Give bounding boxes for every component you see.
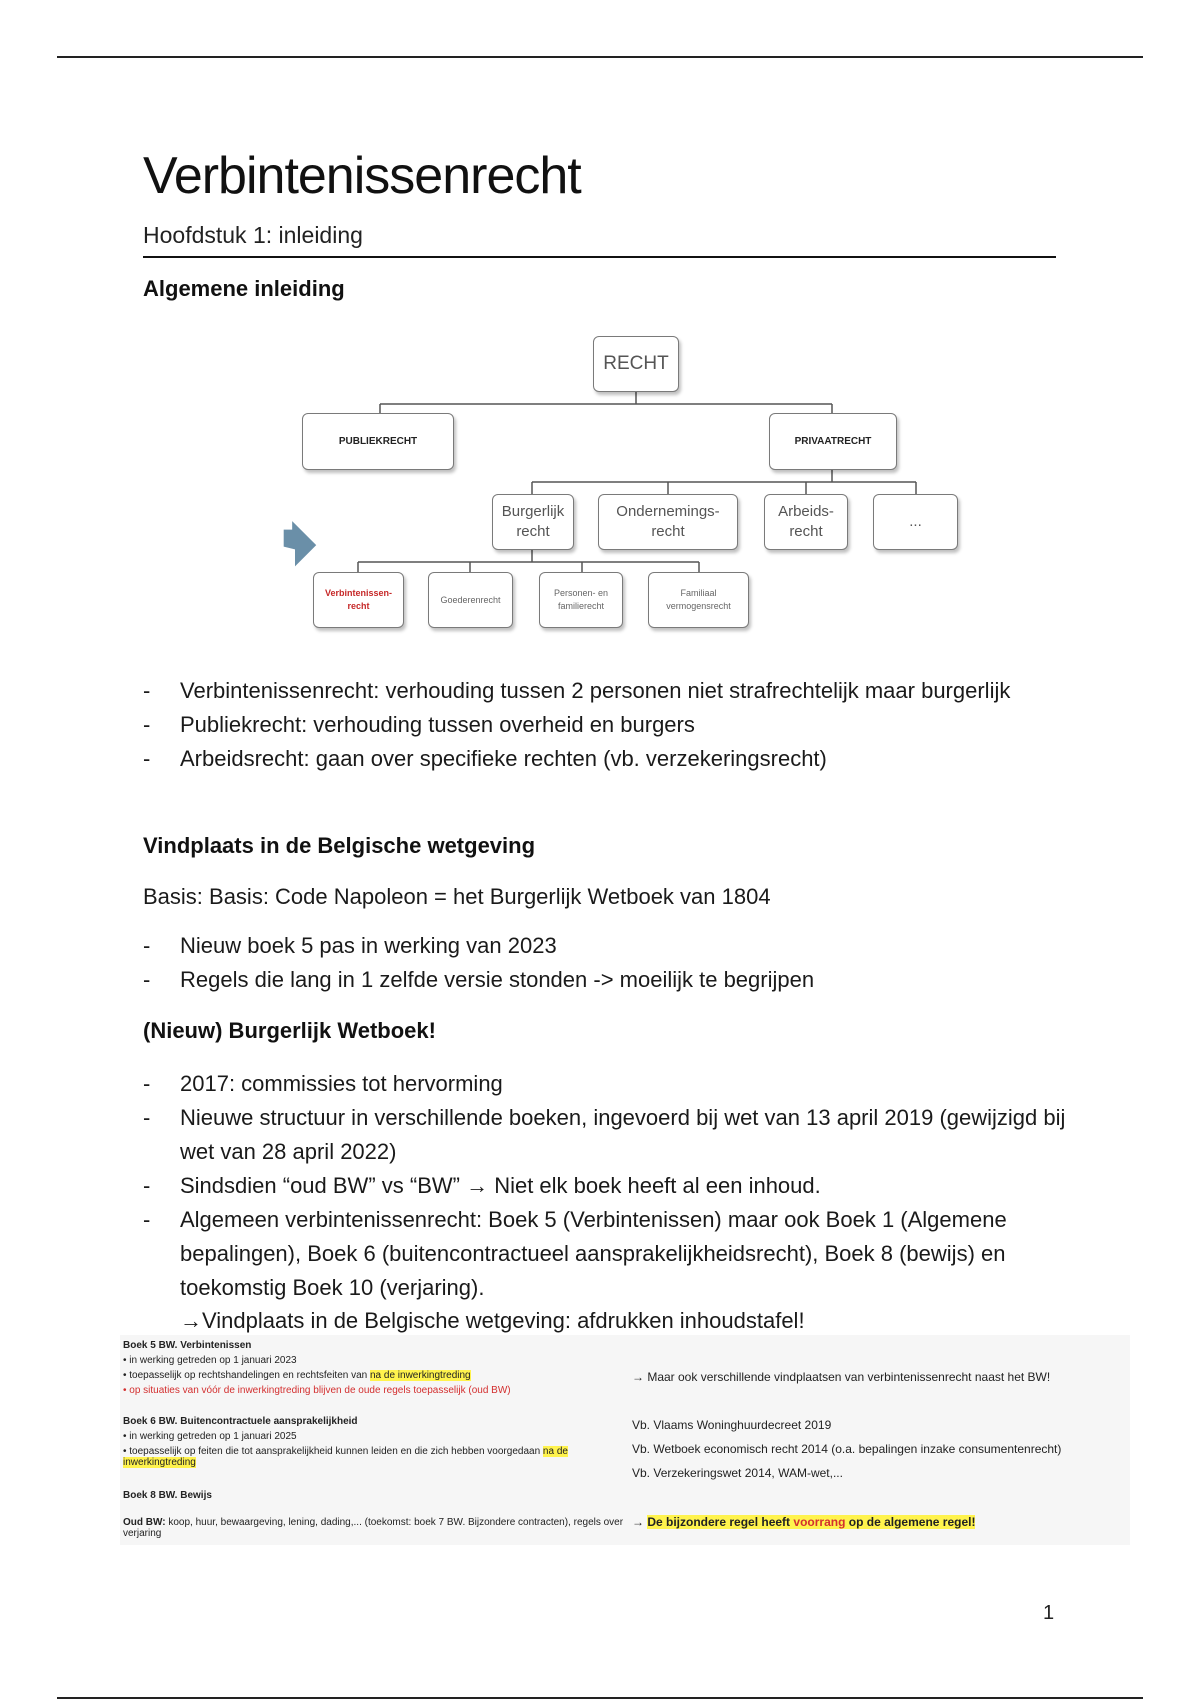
diagram-node-goederenrecht: Goederenrecht [428, 572, 513, 628]
diagram-node-more: ... [873, 494, 958, 550]
embedded-slide-image [120, 1335, 1130, 1545]
embed-right-line5: → De bijzondere regel heeft voorrang op de algemene regel! [632, 1515, 976, 1529]
list-item: - Verbintenissenrecht: verhouding tussen 2 personen niet strafrechtelijk maar burgerlijk [143, 678, 1011, 703]
embed-oud-bw: Oud BW: koop, huur, bewaargeving, lening, dading,... (toekomst: boek 7 BW. Bijzondere contracten), regels over verjaring [123, 1517, 624, 1539]
bottom-rule [57, 1697, 1143, 1699]
embed-right-line3: Vb. Wetboek economisch recht 2014 (o.a. bepalingen inzake consumentenrecht) [632, 1442, 1062, 1456]
embed-book6-line1: • in werking getreden op 1 januari 2025 [123, 1431, 297, 1442]
section-heading-vindplaats: Vindplaats in de Belgische wetgeving [143, 833, 536, 858]
diagram-node-familiaal-vermogensrecht: Familiaal vermogensrecht [648, 572, 749, 628]
embed-book5-line1: • in werking getreden op 1 januari 2023 [123, 1355, 297, 1366]
page-number: 1 [1043, 1602, 1055, 1624]
list-item: - Publiekrecht: verhouding tussen overheid en burgers [143, 712, 695, 737]
section-heading-nieuw-bw: (Nieuw) Burgerlijk Wetboek! [143, 1018, 436, 1043]
top-rule [57, 56, 1143, 58]
page-title: Verbintenissenrecht [143, 147, 581, 205]
embed-book8-title: Boek 8 BW. Bewijs [123, 1490, 212, 1501]
law-hierarchy-diagram [280, 330, 980, 640]
list-item: - Arbeidsrecht: gaan over specifieke rechten (vb. verzekeringsrecht) [143, 746, 827, 771]
intro-bullet-list [143, 674, 1013, 776]
list-item: - Nieuwe structuur in verschillende boeken, ingevoerd bij wet van 13 april 2019 (gewijzigd bij wet van 28 april 2022) [143, 1105, 1066, 1164]
embed-right-line4: Vb. Verzekeringswet 2014, WAM-wet,... [632, 1466, 843, 1480]
embed-book5-line2: • toepasselijk op rechtshandelingen en rechtsfeiten van na de inwerkingtreding [123, 1370, 471, 1381]
diagram-node-publiekrecht: PUBLIEKRECHT [302, 413, 454, 470]
vindplaats-bullet-list [143, 929, 1063, 997]
vindplaats-note: →Vindplaats in de Belgische wetgeving: afdrukken inhoudstafel! [180, 1308, 805, 1333]
nieuw-bw-bullet-list [143, 1067, 1073, 1305]
list-item: - Regels die lang in 1 zelfde versie stonden -> moeilijk te begrijpen [143, 967, 815, 992]
arrow-right-icon: → [632, 1515, 648, 1529]
basis-paragraph: Basis: Basis: Code Napoleon = het Burgerlijk Wetboek van 1804 [143, 884, 771, 909]
diagram-node-root: RECHT [593, 336, 679, 392]
embed-book5-title: Boek 5 BW. Verbintenissen [123, 1340, 252, 1351]
list-item: - Sindsdien “oud BW” vs “BW” → Niet elk boek heeft al een inhoud. [143, 1173, 821, 1198]
embed-right-line2: Vb. Vlaams Woninghuurdecreet 2019 [632, 1418, 832, 1432]
embed-book5-line3: • op situaties van vóór de inwerkingtreding blijven de oude regels toepasselijk (oud BW) [123, 1385, 511, 1396]
diagram-node-ondernemingsrecht: Ondernemings- recht [598, 494, 738, 550]
diagram-node-arbeidsrecht: Arbeids- recht [764, 494, 848, 550]
pointer-arrow-icon [280, 521, 316, 566]
diagram-node-privaatrecht: PRIVAATRECHT [769, 413, 897, 470]
list-item: - Algemeen verbintenissenrecht: Boek 5 (Verbintenissen) maar ook Boek 1 (Algemene bepalingen), Boek 6 (buitencontractueel aansprakelijkheidsrecht), Boek 8 (bewijs) en toekomstig Boek 10 (verjaring). [143, 1207, 1007, 1300]
embed-book6-title: Boek 6 BW. Buitencontractuele aansprakelijkheid [123, 1416, 358, 1427]
diagram-node-personen-familierecht: Personen- en familierecht [539, 572, 623, 628]
diagram-node-burgerlijk-recht: Burgerlijk recht [492, 494, 574, 550]
section-heading-intro: Algemene inleiding [143, 276, 345, 301]
list-item: - Nieuw boek 5 pas in werking van 2023 [143, 933, 557, 958]
diagram-node-verbintenissenrecht: Verbintenissen- recht [313, 572, 404, 628]
title-underline [143, 256, 1056, 258]
embed-book6-line2: • toepasselijk op feiten die tot aansprakelijkheid kunnen leiden en die zich hebben voorgedaan na de inwerkingtreding [123, 1446, 568, 1468]
page-subtitle: Hoofdstuk 1: inleiding [143, 222, 363, 248]
embed-right-line1: → Maar ook verschillende vindplaatsen van verbintenissenrecht naast het BW! [632, 1370, 1051, 1384]
list-item: - 2017: commissies tot hervorming [143, 1071, 503, 1096]
